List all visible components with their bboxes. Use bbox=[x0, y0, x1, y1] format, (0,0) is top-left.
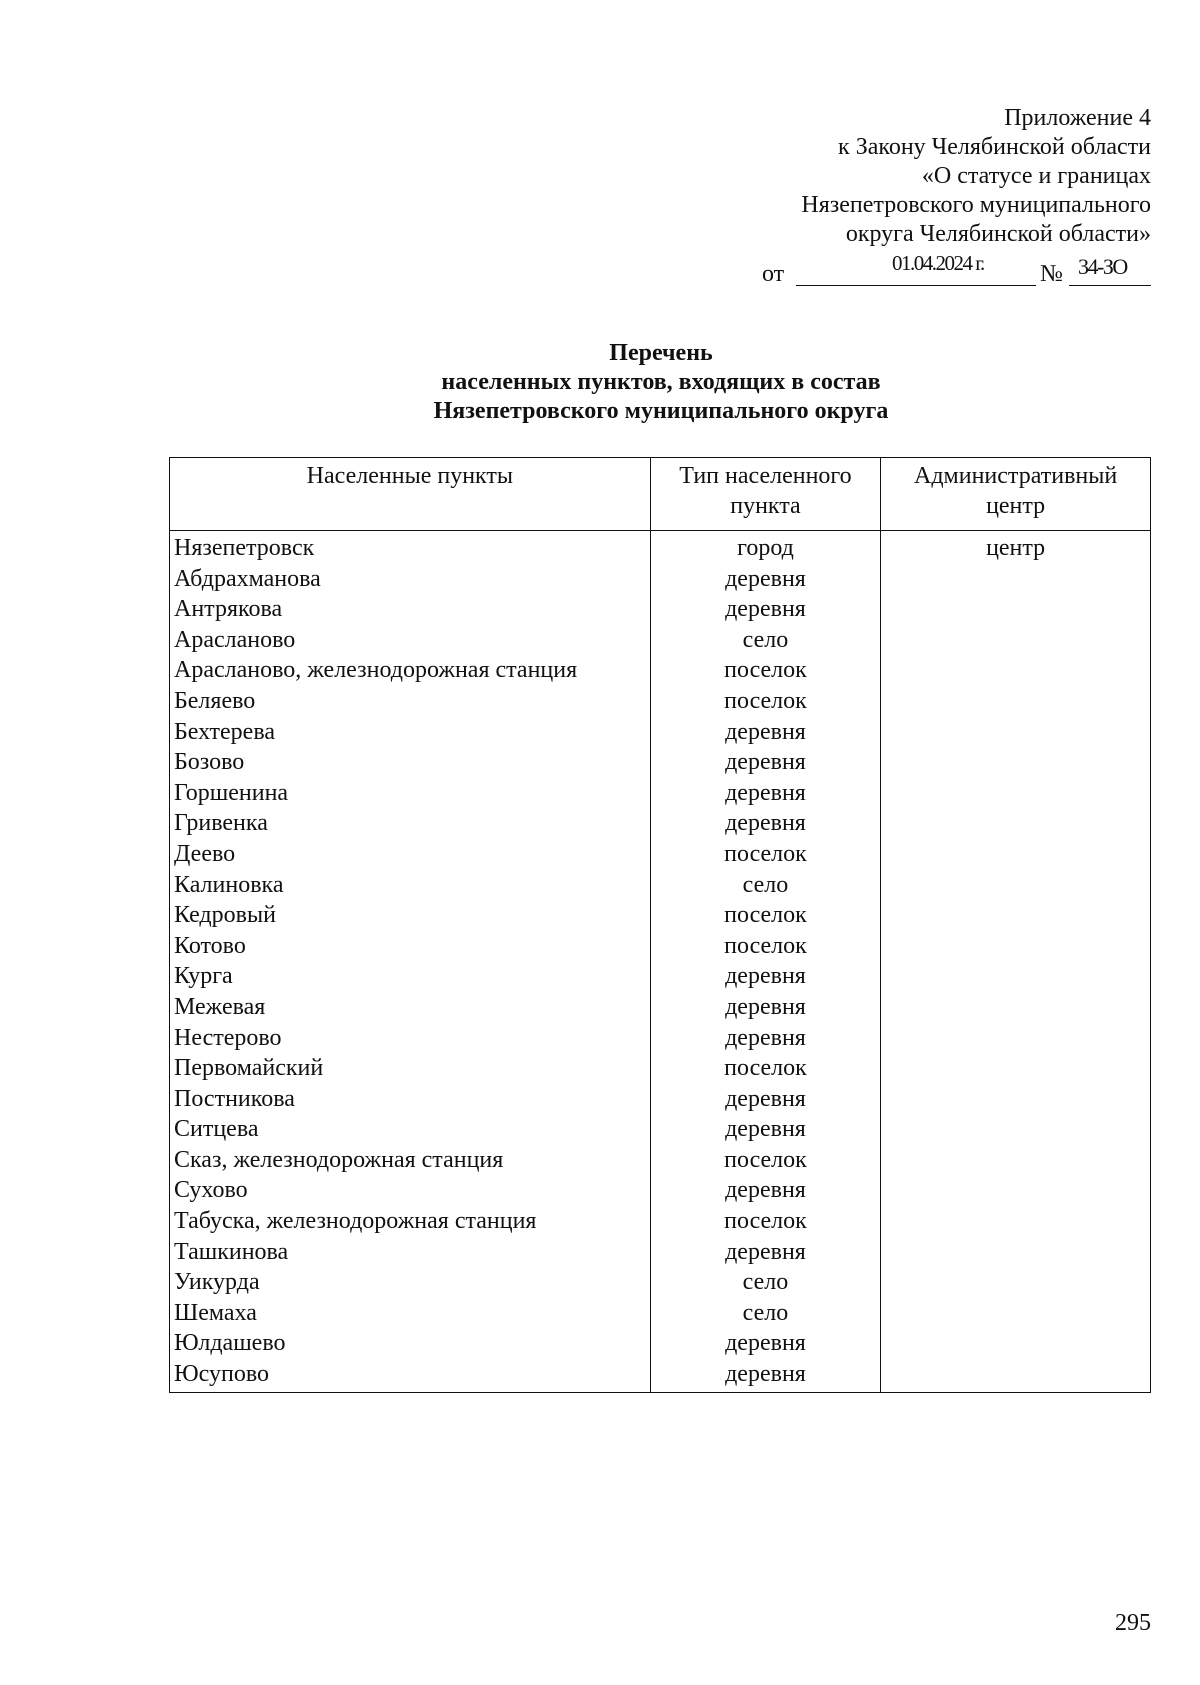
column-header-type: Тип населенного пункта bbox=[650, 458, 881, 531]
settlement-name-cell: Ташкинова bbox=[170, 1237, 651, 1268]
settlement-type-cell: деревня bbox=[650, 594, 881, 625]
table-row bbox=[170, 1206, 1151, 1237]
title-line: населенных пунктов, входящих в состав bbox=[441, 369, 881, 395]
settlement-name-cell: Кедровый bbox=[170, 900, 651, 931]
admin-center-cell bbox=[881, 1267, 1151, 1298]
settlement-type-cell: поселок bbox=[650, 1206, 881, 1237]
admin-center-cell bbox=[881, 870, 1151, 901]
settlement-type-cell: деревня bbox=[650, 808, 881, 839]
table-row bbox=[170, 778, 1151, 809]
settlement-type-cell: поселок bbox=[650, 931, 881, 962]
column-header-admin-center: Административный центр bbox=[881, 458, 1151, 531]
table-row bbox=[170, 992, 1151, 1023]
table-row bbox=[170, 1114, 1151, 1145]
admin-center-cell bbox=[881, 625, 1151, 656]
table-row bbox=[170, 961, 1151, 992]
admin-center-cell bbox=[881, 1359, 1151, 1392]
settlement-type-cell: город bbox=[650, 531, 881, 564]
admin-center-cell bbox=[881, 594, 1151, 625]
settlement-name-cell: Юсупово bbox=[170, 1359, 651, 1392]
settlement-name-cell: Межевая bbox=[170, 992, 651, 1023]
date-field bbox=[796, 251, 1036, 286]
settlement-name-cell: Абдрахманова bbox=[170, 564, 651, 595]
appendix-line: «О статусе и границах bbox=[921, 163, 1151, 189]
law-date-number-line bbox=[762, 251, 1151, 289]
admin-center-cell bbox=[881, 778, 1151, 809]
settlement-name-cell: Курга bbox=[170, 961, 651, 992]
admin-center-cell bbox=[881, 961, 1151, 992]
table-row bbox=[170, 1023, 1151, 1054]
table-row bbox=[170, 717, 1151, 748]
settlement-type-cell: поселок bbox=[650, 1053, 881, 1084]
title-line: Нязепетровского муниципального округа bbox=[433, 398, 889, 424]
settlement-name-cell: Сказ, железнодорожная станция bbox=[170, 1145, 651, 1176]
admin-center-cell bbox=[881, 564, 1151, 595]
appendix-line: округа Челябинской области» bbox=[845, 221, 1151, 247]
settlement-type-cell: деревня bbox=[650, 1359, 881, 1392]
settlement-name-cell: Арасланово, железнодорожная станция bbox=[170, 655, 651, 686]
settlement-type-cell: деревня bbox=[650, 992, 881, 1023]
settlement-type-cell: поселок bbox=[650, 839, 881, 870]
admin-center-cell bbox=[881, 900, 1151, 931]
admin-center-cell bbox=[881, 655, 1151, 686]
settlement-name-cell: Бехтерева bbox=[170, 717, 651, 748]
settlement-name-cell: Ситцева bbox=[170, 1114, 651, 1145]
admin-center-cell bbox=[881, 1145, 1151, 1176]
table-row bbox=[170, 747, 1151, 778]
settlement-name-cell: Шемаха bbox=[170, 1298, 651, 1329]
admin-center-cell bbox=[881, 686, 1151, 717]
number-label: № bbox=[1040, 261, 1063, 287]
settlement-type-cell: деревня bbox=[650, 1237, 881, 1268]
table-row bbox=[170, 900, 1151, 931]
settlement-name-cell: Нязепетровск bbox=[170, 531, 651, 564]
table-row bbox=[170, 1328, 1151, 1359]
table-row bbox=[170, 1175, 1151, 1206]
table-row bbox=[170, 655, 1151, 686]
admin-center-cell bbox=[881, 1206, 1151, 1237]
table-header-row bbox=[170, 458, 1151, 531]
settlement-type-cell: поселок bbox=[650, 686, 881, 717]
table-row bbox=[170, 625, 1151, 656]
admin-center-cell bbox=[881, 1298, 1151, 1329]
law-number: 34-ЗО bbox=[1078, 254, 1127, 279]
document-title bbox=[0, 339, 1200, 426]
settlement-name-cell: Бозово bbox=[170, 747, 651, 778]
table-row bbox=[170, 1084, 1151, 1115]
admin-center-cell bbox=[881, 1328, 1151, 1359]
table-row bbox=[170, 686, 1151, 717]
law-date: 01.04.2024 г. bbox=[892, 251, 984, 275]
settlement-type-cell: село bbox=[650, 1267, 881, 1298]
admin-center-cell bbox=[881, 717, 1151, 748]
settlement-type-cell: деревня bbox=[650, 1084, 881, 1115]
admin-center-cell: центр bbox=[881, 531, 1151, 564]
appendix-line: к Закону Челябинской области bbox=[838, 134, 1151, 160]
settlement-type-cell: деревня bbox=[650, 747, 881, 778]
number-field bbox=[1069, 255, 1151, 286]
settlement-type-cell: поселок bbox=[650, 655, 881, 686]
column-header-settlements: Населенные пункты bbox=[170, 458, 651, 531]
table-row bbox=[170, 808, 1151, 839]
settlement-name-cell: Нестерово bbox=[170, 1023, 651, 1054]
settlement-name-cell: Гривенка bbox=[170, 808, 651, 839]
settlement-type-cell: деревня bbox=[650, 778, 881, 809]
ot-label: от bbox=[762, 261, 785, 287]
page-number: 295 bbox=[1115, 1610, 1151, 1636]
admin-center-cell bbox=[881, 1237, 1151, 1268]
appendix-header bbox=[801, 104, 1151, 249]
settlement-type-cell: поселок bbox=[650, 900, 881, 931]
settlement-type-cell: поселок bbox=[650, 1145, 881, 1176]
settlement-name-cell: Калиновка bbox=[170, 870, 651, 901]
settlement-name-cell: Арасланово bbox=[170, 625, 651, 656]
settlement-name-cell: Первомайский bbox=[170, 1053, 651, 1084]
settlement-name-cell: Деево bbox=[170, 839, 651, 870]
settlement-name-cell: Котово bbox=[170, 931, 651, 962]
settlement-name-cell: Уикурда bbox=[170, 1267, 651, 1298]
settlement-type-cell: деревня bbox=[650, 1328, 881, 1359]
table-row bbox=[170, 594, 1151, 625]
admin-center-cell bbox=[881, 839, 1151, 870]
settlement-name-cell: Горшенина bbox=[170, 778, 651, 809]
settlements-table bbox=[169, 457, 1151, 1393]
table-row bbox=[170, 1237, 1151, 1268]
settlement-name-cell: Постникова bbox=[170, 1084, 651, 1115]
admin-center-cell bbox=[881, 1114, 1151, 1145]
settlement-name-cell: Табуска, железнодорожная станция bbox=[170, 1206, 651, 1237]
settlement-type-cell: деревня bbox=[650, 961, 881, 992]
admin-center-cell bbox=[881, 747, 1151, 778]
table-row bbox=[170, 839, 1151, 870]
table-row bbox=[170, 1267, 1151, 1298]
settlement-name-cell: Антрякова bbox=[170, 594, 651, 625]
table-row bbox=[170, 1145, 1151, 1176]
admin-center-cell bbox=[881, 931, 1151, 962]
settlement-type-cell: село bbox=[650, 625, 881, 656]
table-row bbox=[170, 564, 1151, 595]
admin-center-cell bbox=[881, 1023, 1151, 1054]
table-row bbox=[170, 931, 1151, 962]
settlement-name-cell: Беляево bbox=[170, 686, 651, 717]
admin-center-cell bbox=[881, 1084, 1151, 1115]
settlement-type-cell: деревня bbox=[650, 717, 881, 748]
settlement-type-cell: село bbox=[650, 870, 881, 901]
settlement-type-cell: деревня bbox=[650, 1114, 881, 1145]
admin-center-cell bbox=[881, 1175, 1151, 1206]
settlement-name-cell: Сухово bbox=[170, 1175, 651, 1206]
table-row bbox=[170, 1298, 1151, 1329]
settlement-type-cell: деревня bbox=[650, 1175, 881, 1206]
settlement-name-cell: Юлдашево bbox=[170, 1328, 651, 1359]
appendix-line: Нязепетровского муниципального bbox=[801, 192, 1151, 218]
admin-center-cell bbox=[881, 1053, 1151, 1084]
table-body bbox=[170, 531, 1151, 1393]
admin-center-cell bbox=[881, 808, 1151, 839]
table-row bbox=[170, 870, 1151, 901]
table-row bbox=[170, 531, 1151, 564]
admin-center-cell bbox=[881, 992, 1151, 1023]
appendix-line: Приложение 4 bbox=[1004, 105, 1151, 131]
settlement-type-cell: деревня bbox=[650, 564, 881, 595]
title-line: Перечень bbox=[609, 340, 713, 366]
settlement-type-cell: деревня bbox=[650, 1023, 881, 1054]
table-row bbox=[170, 1359, 1151, 1392]
settlement-type-cell: село bbox=[650, 1298, 881, 1329]
table-row bbox=[170, 1053, 1151, 1084]
